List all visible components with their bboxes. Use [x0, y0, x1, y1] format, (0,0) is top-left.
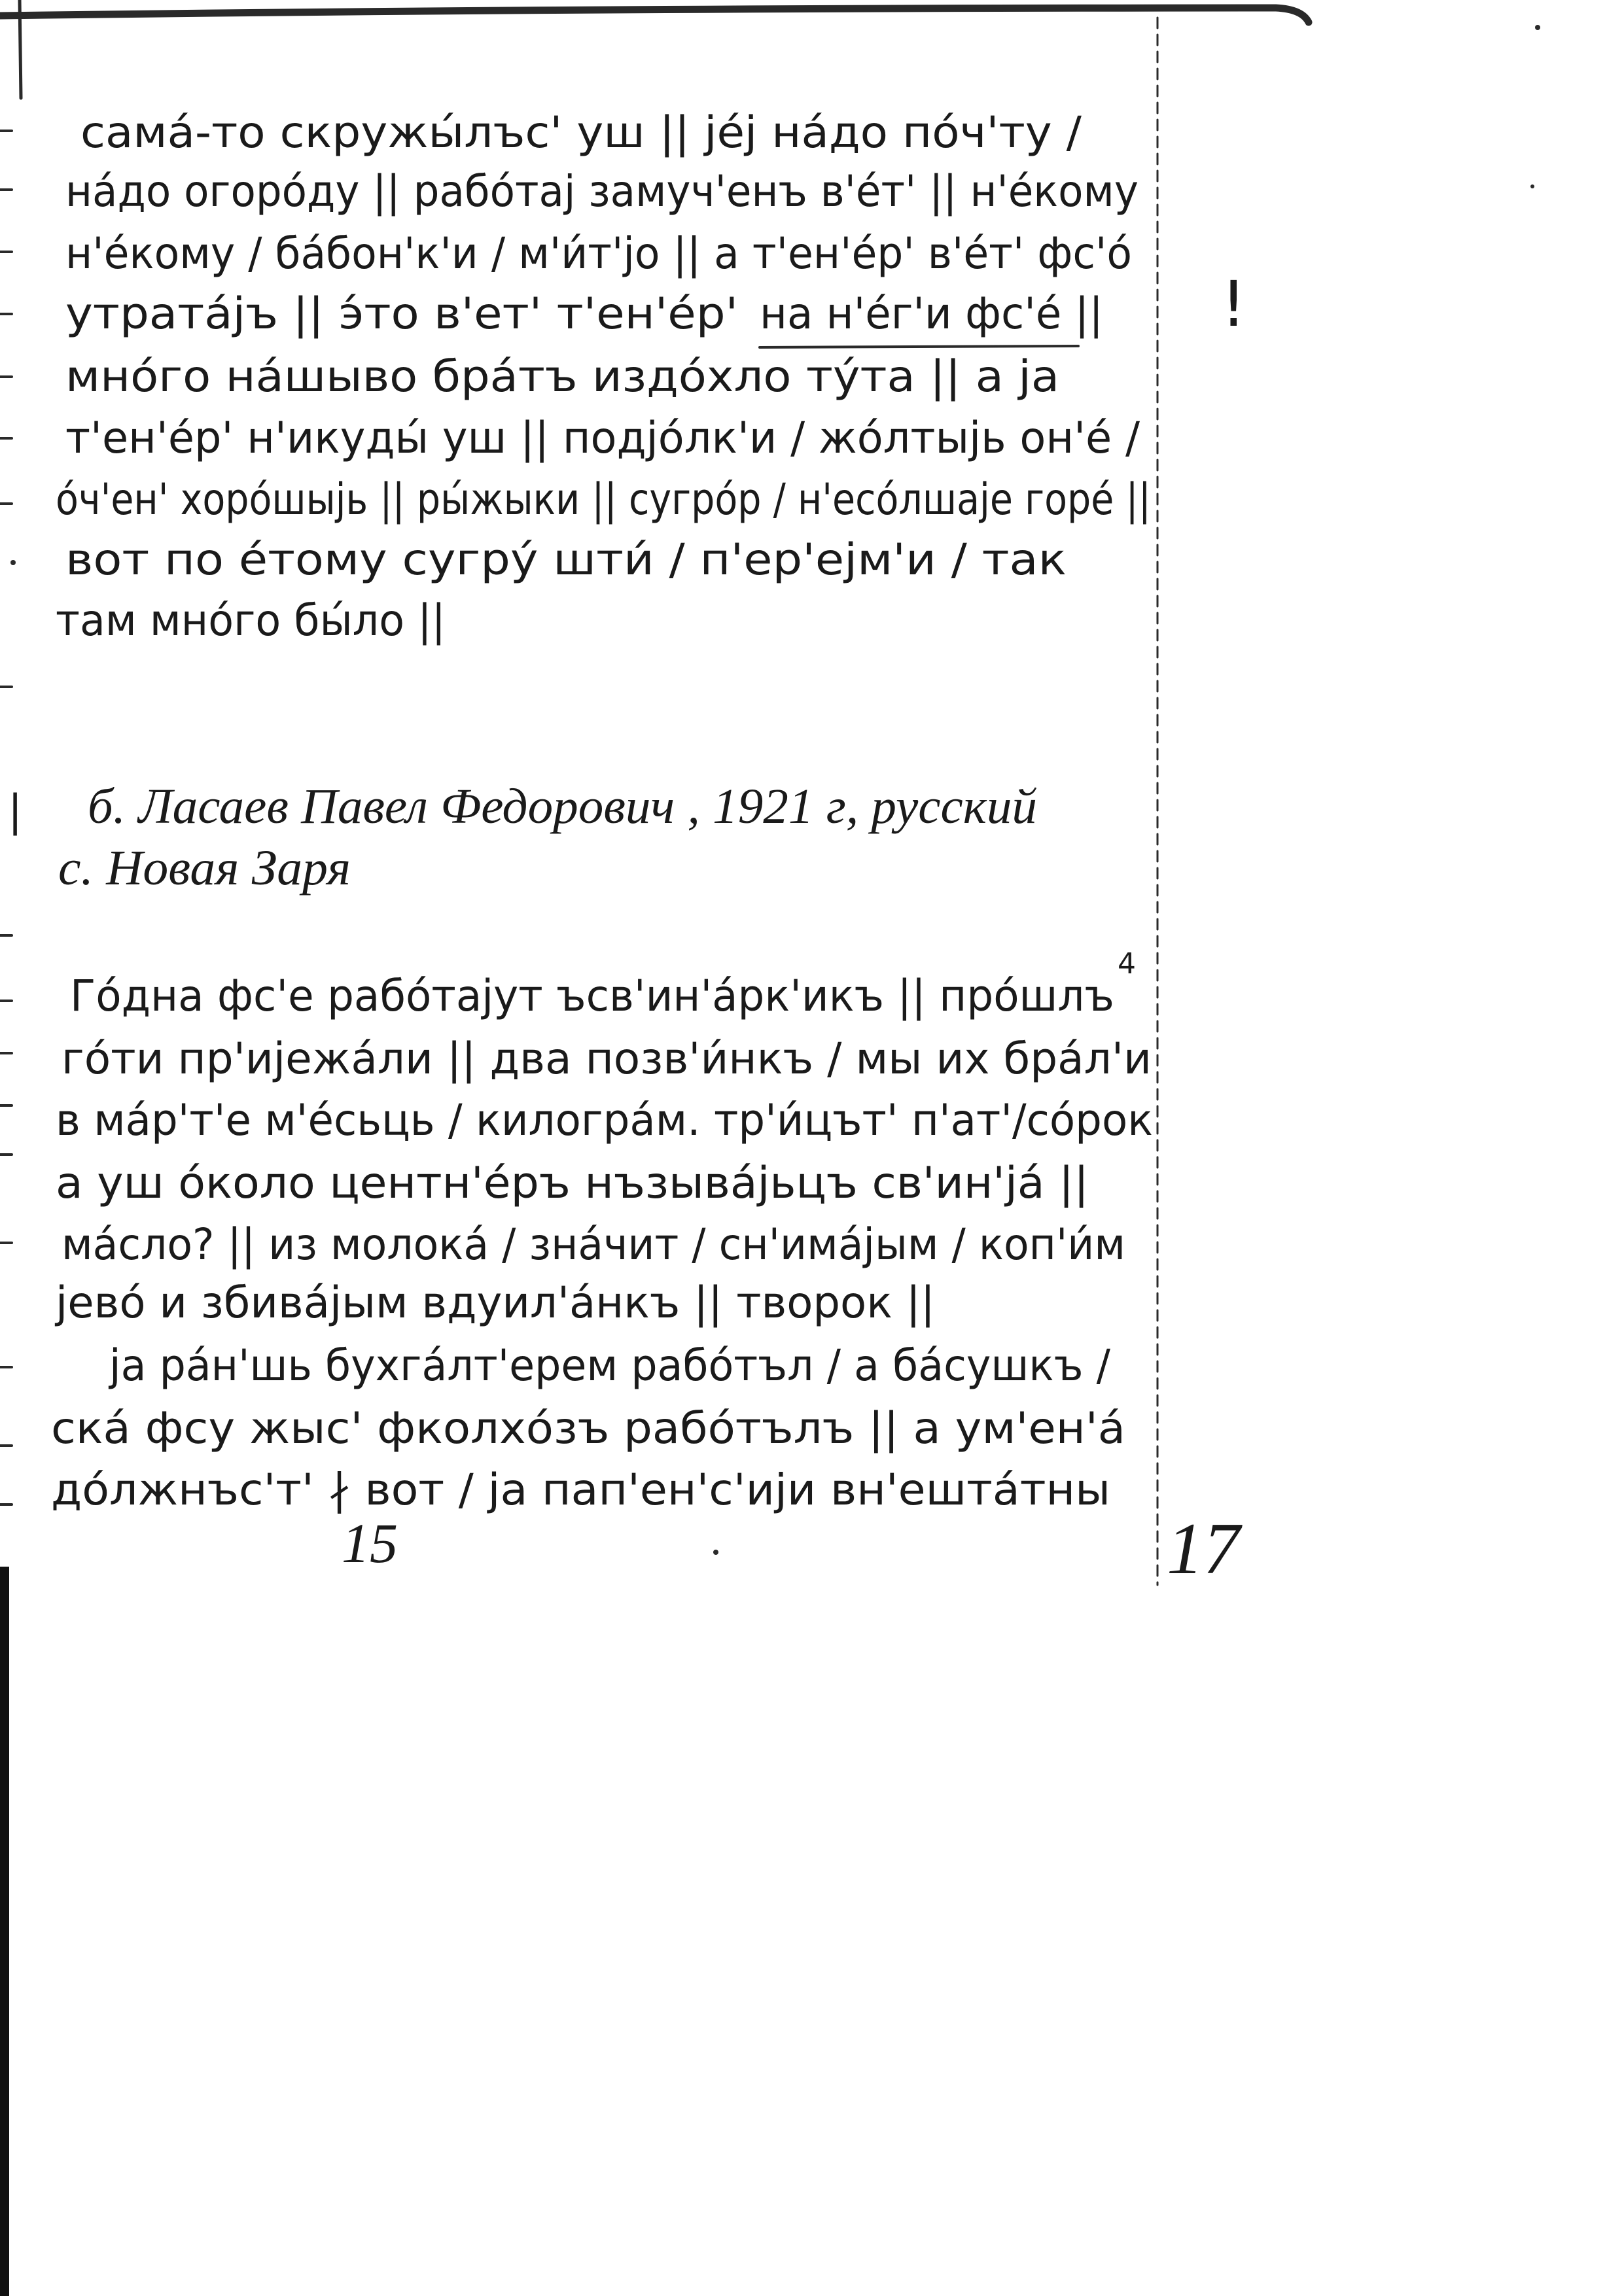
text-line: н'е́кому / ба́бон'к'и / м'и́т'јо || а т'ен'е́р' в'е́т' фс'о́	[65, 228, 1132, 279]
text-line: мно́го на́шыво бра́тъ издо́хло ту́та || а ја	[65, 351, 1059, 402]
text-line: в ма́р'т'е м'е́сьць / килогра́м. тр'и́цът' п'ат'/со́рок	[56, 1095, 1153, 1145]
top-left-edge-line	[20, 0, 21, 98]
text-line: на́до огоро́ду || рабо́таj замуч'енъ в'е́т' || н'е́кому	[65, 166, 1139, 217]
text-line: ска́ фсу жыс' фколхо́зъ рабо́тълъ || а ум'ен'а́	[51, 1403, 1125, 1453]
text-line: о́ч'ен' хоро́шыјь || ры́жыки || сугро́р / н'есо́лшаје горе́ ||	[56, 474, 1151, 525]
scan-speck	[1530, 184, 1534, 188]
informant-header	[8, 779, 1037, 896]
bottom-left-edge-bar	[0, 1567, 9, 2296]
text-line: јево́ и збива́јым вдуил'а́нкъ || творок ||	[54, 1278, 935, 1328]
text-line: го́ти пр'ијежа́ли || два позв'и́нкъ / мы их бра́л'и	[62, 1034, 1152, 1084]
text-line: вот по е́тому сугру́ шти́ / п'ер'ејм'и / так	[65, 534, 1067, 585]
underlined-phrase: на н'е́г'и фс'е́ ||	[760, 288, 1103, 339]
page-number: 15	[342, 1512, 398, 1574]
informant-margin-mark: |	[8, 786, 23, 836]
phrase-underline	[760, 346, 1078, 347]
text-line: утрата́јъ || э́то в'ет' т'ен'е́р'	[65, 288, 738, 339]
scan-speck	[1535, 25, 1540, 30]
text-line: ја ра́н'шь бухга́лт'ерем рабо́тъл / а ба́сушкъ /	[108, 1340, 1111, 1391]
text-block-2	[51, 947, 1153, 1515]
text-line: до́лжнъс'т' ∤ вот / ја пап'ен'с'иjи вн'ешта́тны	[51, 1465, 1110, 1515]
informant-name: б. Ласаев Павел Федорович , 1921 г, русский	[88, 779, 1037, 834]
text-line: сама́-то скружы́лъс' уш || је́ј на́до по́ч'ту /	[80, 107, 1082, 158]
text-line: ма́сло? || из молока́ / зна́чит / сн'има́јым / коп'и́м	[62, 1219, 1125, 1270]
exclamation-mark: !	[1221, 268, 1246, 341]
text-line: а уш о́коло центн'е́ръ нъзыва́јьцъ св'ин'ја́ ||	[56, 1158, 1089, 1208]
text-line: там мно́го бы́ло ||	[56, 595, 446, 646]
scan-speck	[713, 1550, 718, 1555]
text-line: т'ен'е́р' н'икуды́ уш || подјо́лк'и / жо́лтыјь он'е́ /	[65, 413, 1140, 463]
top-border-stroke	[0, 8, 1309, 22]
informant-village: с. Новая Заря	[58, 841, 351, 896]
text-line: Го́дна фс'е рабо́тајут ъсв'ин'а́рк'икъ || про́шлъ	[70, 971, 1114, 1021]
text-block-1	[56, 107, 1151, 646]
left-edge-dot	[10, 560, 16, 565]
margin-notes	[342, 268, 1246, 1590]
sheet-number: 17	[1167, 1508, 1240, 1590]
superscript-mark: 4	[1118, 947, 1136, 981]
